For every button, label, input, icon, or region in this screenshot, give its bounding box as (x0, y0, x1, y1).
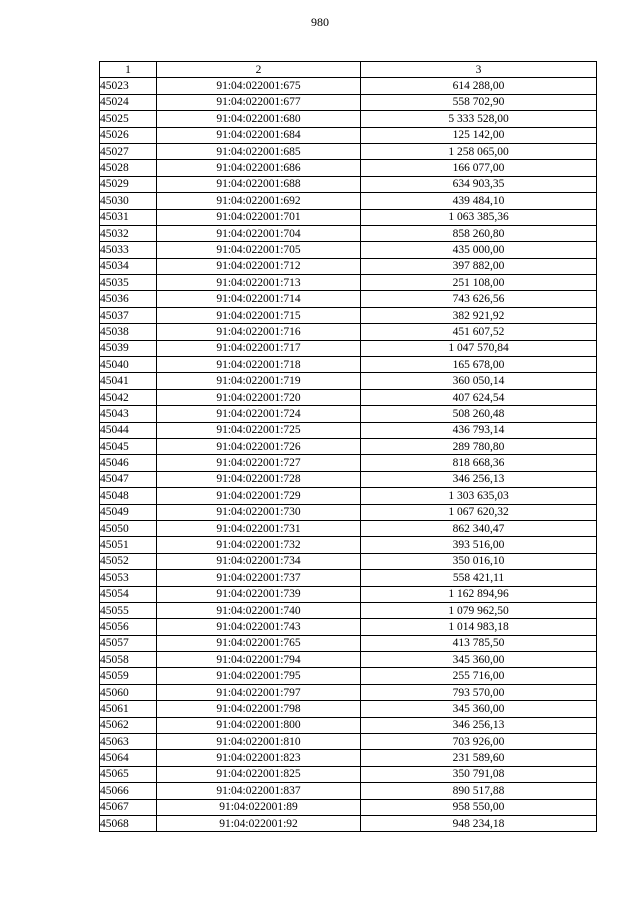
value-cell: 1 014 983,18 (361, 619, 597, 635)
value-cell: 393 516,00 (361, 537, 597, 553)
table-row (100, 340, 597, 356)
table-row (100, 225, 597, 241)
cadastral-number-cell: 91:04:022001:734 (157, 553, 361, 569)
table-row (100, 504, 597, 520)
row-number-cell: 45067 (100, 799, 157, 815)
cadastral-number-cell: 91:04:022001:92 (157, 815, 361, 831)
row-number-cell: 45051 (100, 537, 157, 553)
table-row (100, 143, 597, 159)
row-number-cell: 45027 (100, 143, 157, 159)
row-number-cell: 45041 (100, 373, 157, 389)
value-cell: 508 260,48 (361, 406, 597, 422)
table-row (100, 357, 597, 373)
table-row (100, 422, 597, 438)
value-cell: 360 050,14 (361, 373, 597, 389)
table-row (100, 94, 597, 110)
column-header-2: 2 (157, 62, 361, 78)
cadastral-number-cell: 91:04:022001:692 (157, 193, 361, 209)
cadastral-number-cell: 91:04:022001:740 (157, 602, 361, 618)
value-cell: 435 000,00 (361, 242, 597, 258)
value-cell: 350 791,08 (361, 766, 597, 782)
value-cell: 703 926,00 (361, 734, 597, 750)
value-cell: 818 668,36 (361, 455, 597, 471)
row-number-cell: 45064 (100, 750, 157, 766)
value-cell: 125 142,00 (361, 127, 597, 143)
row-number-cell: 45052 (100, 553, 157, 569)
cadastral-number-cell: 91:04:022001:680 (157, 111, 361, 127)
table-header-row (100, 62, 597, 78)
cadastral-number-cell: 91:04:022001:731 (157, 520, 361, 536)
value-cell: 958 550,00 (361, 799, 597, 815)
value-cell: 1 047 570,84 (361, 340, 597, 356)
table-row (100, 652, 597, 668)
page-number: 980 (311, 15, 329, 29)
table-row (100, 717, 597, 733)
row-number-cell: 45056 (100, 619, 157, 635)
table-row (100, 242, 597, 258)
cadastral-number-cell: 91:04:022001:724 (157, 406, 361, 422)
value-cell: 1 258 065,00 (361, 143, 597, 159)
table-row (100, 389, 597, 405)
row-number-cell: 45060 (100, 684, 157, 700)
table-row (100, 668, 597, 684)
cadastral-number-cell: 91:04:022001:823 (157, 750, 361, 766)
cadastral-number-cell: 91:04:022001:705 (157, 242, 361, 258)
table-row (100, 586, 597, 602)
value-cell: 1 079 962,50 (361, 602, 597, 618)
row-number-cell: 45065 (100, 766, 157, 782)
table-row (100, 635, 597, 651)
value-cell: 345 360,00 (361, 652, 597, 668)
row-number-cell: 45036 (100, 291, 157, 307)
value-cell: 407 624,54 (361, 389, 597, 405)
cadastral-number-cell: 91:04:022001:730 (157, 504, 361, 520)
table-row (100, 438, 597, 454)
row-number-cell: 45055 (100, 602, 157, 618)
cadastral-number-cell: 91:04:022001:717 (157, 340, 361, 356)
row-number-cell: 45028 (100, 160, 157, 176)
column-header-1: 1 (100, 62, 157, 78)
table-row (100, 734, 597, 750)
row-number-cell: 45048 (100, 488, 157, 504)
table-row (100, 209, 597, 225)
row-number-cell: 45054 (100, 586, 157, 602)
cadastral-number-cell: 91:04:022001:675 (157, 78, 361, 94)
cadastral-number-cell: 91:04:022001:743 (157, 619, 361, 635)
table-row (100, 520, 597, 536)
value-cell: 793 570,00 (361, 684, 597, 700)
table-row (100, 619, 597, 635)
table-row (100, 373, 597, 389)
table-row (100, 160, 597, 176)
table-row (100, 406, 597, 422)
table-row (100, 324, 597, 340)
cadastral-number-cell: 91:04:022001:704 (157, 225, 361, 241)
row-number-cell: 45038 (100, 324, 157, 340)
row-number-cell: 45042 (100, 389, 157, 405)
value-cell: 166 077,00 (361, 160, 597, 176)
table-body (100, 78, 597, 832)
cadastral-number-cell: 91:04:022001:701 (157, 209, 361, 225)
value-cell: 165 678,00 (361, 357, 597, 373)
value-cell: 743 626,56 (361, 291, 597, 307)
row-number-cell: 45046 (100, 455, 157, 471)
table-row (100, 570, 597, 586)
cadastral-number-cell: 91:04:022001:714 (157, 291, 361, 307)
value-cell: 948 234,18 (361, 815, 597, 831)
table-row (100, 258, 597, 274)
table-row (100, 193, 597, 209)
row-number-cell: 45025 (100, 111, 157, 127)
value-cell: 231 589,60 (361, 750, 597, 766)
cadastral-number-cell: 91:04:022001:726 (157, 438, 361, 454)
cadastral-number-cell: 91:04:022001:718 (157, 357, 361, 373)
table-row (100, 553, 597, 569)
value-cell: 558 702,90 (361, 94, 597, 110)
cadastral-number-cell: 91:04:022001:712 (157, 258, 361, 274)
table-row (100, 78, 597, 94)
value-cell: 614 288,00 (361, 78, 597, 94)
row-number-cell: 45034 (100, 258, 157, 274)
value-cell: 1 063 385,36 (361, 209, 597, 225)
row-number-cell: 45061 (100, 701, 157, 717)
row-number-cell: 45040 (100, 357, 157, 373)
value-cell: 558 421,11 (361, 570, 597, 586)
row-number-cell: 45047 (100, 471, 157, 487)
row-number-cell: 45029 (100, 176, 157, 192)
cadastral-number-cell: 91:04:022001:713 (157, 275, 361, 291)
cadastral-number-cell: 91:04:022001:810 (157, 734, 361, 750)
cadastral-number-cell: 91:04:022001:727 (157, 455, 361, 471)
table-row (100, 750, 597, 766)
cadastral-number-cell: 91:04:022001:739 (157, 586, 361, 602)
table-row (100, 684, 597, 700)
table-row (100, 291, 597, 307)
cadastral-number-cell: 91:04:022001:797 (157, 684, 361, 700)
table-row (100, 701, 597, 717)
table-row (100, 537, 597, 553)
value-cell: 1 303 635,03 (361, 488, 597, 504)
cadastral-number-cell: 91:04:022001:825 (157, 766, 361, 782)
row-number-cell: 45030 (100, 193, 157, 209)
row-number-cell: 45050 (100, 520, 157, 536)
table-row (100, 602, 597, 618)
value-cell: 255 716,00 (361, 668, 597, 684)
row-number-cell: 45026 (100, 127, 157, 143)
value-cell: 350 016,10 (361, 553, 597, 569)
data-table (99, 61, 597, 832)
row-number-cell: 45057 (100, 635, 157, 651)
value-cell: 451 607,52 (361, 324, 597, 340)
row-number-cell: 45068 (100, 815, 157, 831)
value-cell: 346 256,13 (361, 717, 597, 733)
cadastral-number-cell: 91:04:022001:688 (157, 176, 361, 192)
row-number-cell: 45037 (100, 307, 157, 323)
cadastral-number-cell: 91:04:022001:795 (157, 668, 361, 684)
cadastral-number-cell: 91:04:022001:737 (157, 570, 361, 586)
row-number-cell: 45023 (100, 78, 157, 94)
row-number-cell: 45063 (100, 734, 157, 750)
table-row (100, 471, 597, 487)
value-cell: 1 162 894,96 (361, 586, 597, 602)
value-cell: 890 517,88 (361, 783, 597, 799)
column-header-3: 3 (361, 62, 597, 78)
value-cell: 858 260,80 (361, 225, 597, 241)
table-row (100, 815, 597, 831)
value-cell: 251 108,00 (361, 275, 597, 291)
value-cell: 5 333 528,00 (361, 111, 597, 127)
table-row (100, 307, 597, 323)
table-row (100, 766, 597, 782)
value-cell: 413 785,50 (361, 635, 597, 651)
table-row (100, 111, 597, 127)
row-number-cell: 45035 (100, 275, 157, 291)
table-row (100, 176, 597, 192)
cadastral-number-cell: 91:04:022001:765 (157, 635, 361, 651)
cadastral-number-cell: 91:04:022001:725 (157, 422, 361, 438)
cadastral-number-cell: 91:04:022001:716 (157, 324, 361, 340)
cadastral-number-cell: 91:04:022001:728 (157, 471, 361, 487)
value-cell: 345 360,00 (361, 701, 597, 717)
cadastral-number-cell: 91:04:022001:684 (157, 127, 361, 143)
cadastral-number-cell: 91:04:022001:677 (157, 94, 361, 110)
table-row (100, 488, 597, 504)
cadastral-number-cell: 91:04:022001:837 (157, 783, 361, 799)
row-number-cell: 45066 (100, 783, 157, 799)
row-number-cell: 45045 (100, 438, 157, 454)
cadastral-number-cell: 91:04:022001:719 (157, 373, 361, 389)
value-cell: 1 067 620,32 (361, 504, 597, 520)
row-number-cell: 45059 (100, 668, 157, 684)
value-cell: 397 882,00 (361, 258, 597, 274)
value-cell: 289 780,80 (361, 438, 597, 454)
value-cell: 382 921,92 (361, 307, 597, 323)
cadastral-number-cell: 91:04:022001:685 (157, 143, 361, 159)
cadastral-number-cell: 91:04:022001:798 (157, 701, 361, 717)
cadastral-number-cell: 91:04:022001:732 (157, 537, 361, 553)
row-number-cell: 45049 (100, 504, 157, 520)
row-number-cell: 45062 (100, 717, 157, 733)
cadastral-number-cell: 91:04:022001:720 (157, 389, 361, 405)
table-row (100, 799, 597, 815)
cadastral-number-cell: 91:04:022001:715 (157, 307, 361, 323)
row-number-cell: 45024 (100, 94, 157, 110)
cadastral-number-cell: 91:04:022001:686 (157, 160, 361, 176)
cadastral-number-cell: 91:04:022001:89 (157, 799, 361, 815)
table-row (100, 127, 597, 143)
cadastral-number-cell: 91:04:022001:800 (157, 717, 361, 733)
value-cell: 862 340,47 (361, 520, 597, 536)
row-number-cell: 45039 (100, 340, 157, 356)
value-cell: 439 484,10 (361, 193, 597, 209)
row-number-cell: 45031 (100, 209, 157, 225)
cadastral-number-cell: 91:04:022001:794 (157, 652, 361, 668)
row-number-cell: 45053 (100, 570, 157, 586)
table-row (100, 455, 597, 471)
row-number-cell: 45058 (100, 652, 157, 668)
row-number-cell: 45043 (100, 406, 157, 422)
table-row (100, 783, 597, 799)
row-number-cell: 45033 (100, 242, 157, 258)
value-cell: 436 793,14 (361, 422, 597, 438)
row-number-cell: 45044 (100, 422, 157, 438)
table-row (100, 275, 597, 291)
cadastral-number-cell: 91:04:022001:729 (157, 488, 361, 504)
value-cell: 634 903,35 (361, 176, 597, 192)
row-number-cell: 45032 (100, 225, 157, 241)
value-cell: 346 256,13 (361, 471, 597, 487)
